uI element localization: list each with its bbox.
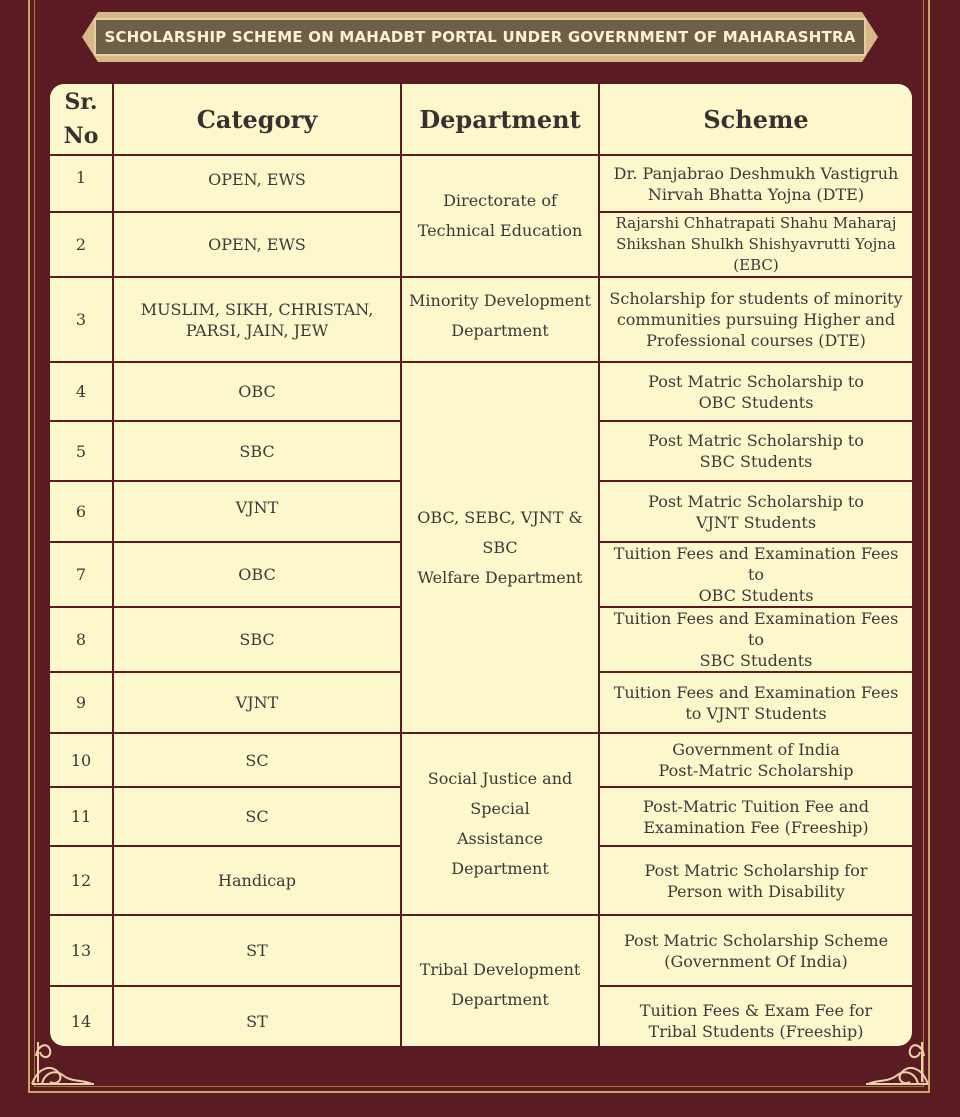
scheme-line: Tuition Fees and Examination Fees: [613, 682, 899, 702]
scheme-line: Examination Fee (Freeship): [643, 817, 869, 837]
scheme-cell: [599, 542, 912, 607]
page-title: SCHOLARSHIP SCHEME ON MAHADBT PORTAL UNDER GOVERNMENT OF MAHARASHTRA: [94, 18, 866, 56]
sr-no-cell: 4: [50, 362, 113, 421]
table-row: [50, 362, 912, 421]
category-cell: Handicap: [113, 846, 401, 915]
category-cell: SBC: [113, 421, 401, 481]
department-line: Technical Education: [417, 221, 583, 240]
category-cell: OBC: [113, 362, 401, 421]
scheme-cell: [599, 421, 912, 481]
department-cell: [401, 915, 599, 1055]
department-line: Minority Development: [409, 290, 591, 310]
scheme-line: VJNT Students: [695, 512, 817, 532]
scheme-cell: [599, 846, 912, 915]
header-sr-line1: Sr.: [64, 89, 98, 115]
scheme-cell: [599, 672, 912, 733]
scheme-line: Government of India: [672, 740, 840, 759]
category-line: PARSI, JAIN, JEW: [185, 320, 329, 340]
sr-no-cell: 1: [50, 155, 113, 212]
sr-no-cell: 6: [50, 481, 113, 542]
scheme-cell: [599, 277, 912, 362]
category-cell: ST: [113, 915, 401, 986]
corner-flourish-icon: [28, 1034, 98, 1090]
scheme-line: Tribal Students (Freeship): [648, 1022, 864, 1041]
table-row: [50, 733, 912, 787]
scheme-line: OBC Students: [698, 392, 814, 412]
scheme-line: Post Matric Scholarship to: [648, 371, 864, 391]
scheme-line: Post-Matric Tuition Fee and: [643, 796, 869, 816]
department-line: Department: [451, 990, 549, 1009]
scheme-line: Person with Disability: [667, 881, 845, 901]
sr-no-cell: 10: [50, 733, 113, 787]
scheme-line: OBC Students: [698, 586, 814, 605]
sr-no-cell: 9: [50, 672, 113, 733]
scheme-line: SBC Students: [699, 651, 813, 670]
department-cell: [401, 277, 599, 362]
scheme-line: (Government Of India): [664, 951, 848, 971]
header-scheme: Scheme: [599, 84, 912, 155]
department-line: OBC, SEBC, VJNT & SBC: [417, 507, 583, 557]
sr-no-cell: 5: [50, 421, 113, 481]
sr-no-cell: 11: [50, 787, 113, 846]
scheme-line: Post Matric Scholarship Scheme: [623, 930, 889, 950]
sr-no-cell: 2: [50, 212, 113, 277]
department-line: Directorate of: [443, 191, 557, 210]
category-cell: VJNT: [113, 481, 401, 542]
scheme-cell: [599, 607, 912, 672]
scholarship-table: [50, 84, 912, 1056]
header-sr-no: [50, 84, 113, 155]
scheme-line: Tuition Fees and Examination Fees to: [613, 609, 899, 649]
scheme-line: SBC Students: [699, 452, 813, 471]
category-cell: SC: [113, 733, 401, 787]
department-line: Assistance Department: [451, 829, 549, 878]
scheme-cell: [599, 362, 912, 421]
header-category: Category: [113, 84, 401, 155]
table-header-row: [50, 84, 912, 155]
scheme-line: Post Matric Scholarship for: [644, 860, 868, 880]
sr-no-cell: 8: [50, 607, 113, 672]
scheme-cell: [599, 787, 912, 846]
scheme-line: to VJNT Students: [685, 703, 827, 723]
scheme-cell: [599, 155, 912, 212]
sr-no-cell: 12: [50, 846, 113, 915]
category-cell: [113, 277, 401, 362]
scheme-line: Tuition Fees & Exam Fee for: [639, 1001, 873, 1020]
scheme-line: Shikshan Shulkh Shishyavrutti Yojna (EBC): [616, 235, 896, 274]
scheme-cell: [599, 915, 912, 986]
department-cell: [401, 733, 599, 915]
scheme-line: Professional courses (DTE): [646, 331, 866, 350]
department-line: Welfare Department: [417, 567, 583, 587]
scheme-line: Rajarshi Chhatrapati Shahu Maharaj: [615, 214, 897, 232]
scheme-line: Scholarship for students of minority: [609, 289, 903, 308]
category-cell: SC: [113, 787, 401, 846]
category-line: MUSLIM, SIKH, CHRISTAN,: [140, 299, 374, 319]
department-cell: [401, 155, 599, 277]
table-row: [50, 155, 912, 212]
header-sr-line2: No: [63, 123, 99, 149]
category-cell: OBC: [113, 542, 401, 607]
category-cell: OPEN, EWS: [113, 212, 401, 277]
scheme-line: Dr. Panjabrao Deshmukh Vastigruh: [613, 163, 899, 183]
category-cell: ST: [113, 986, 401, 1055]
department-line: Social Justice and Special: [427, 769, 573, 818]
corner-flourish-icon: [862, 1034, 932, 1090]
department-line: Tribal Development: [419, 960, 581, 979]
sr-no-cell: 3: [50, 277, 113, 362]
table-row: [50, 915, 912, 986]
header-department: Department: [401, 84, 599, 155]
department-cell: [401, 362, 599, 733]
category-cell: SBC: [113, 607, 401, 672]
sr-no-cell: 13: [50, 915, 113, 986]
scheme-cell: [599, 733, 912, 787]
scheme-line: Post Matric Scholarship to: [648, 491, 864, 511]
scheme-line: Nirvah Bhatta Yojna (DTE): [647, 184, 865, 204]
scheme-line: Tuition Fees and Examination Fees to: [613, 544, 899, 584]
scheme-line: Post Matric Scholarship to: [648, 431, 864, 450]
table-row: [50, 277, 912, 362]
scheme-cell: [599, 212, 912, 277]
sr-no-cell: 7: [50, 542, 113, 607]
scheme-cell: [599, 481, 912, 542]
scheme-line: Post-Matric Scholarship: [658, 761, 854, 780]
department-line: Department: [451, 320, 549, 340]
category-cell: VJNT: [113, 672, 401, 733]
category-cell: OPEN, EWS: [113, 155, 401, 212]
sr-no-cell: 14: [50, 986, 113, 1055]
scheme-line: communities pursuing Higher and: [616, 310, 896, 329]
